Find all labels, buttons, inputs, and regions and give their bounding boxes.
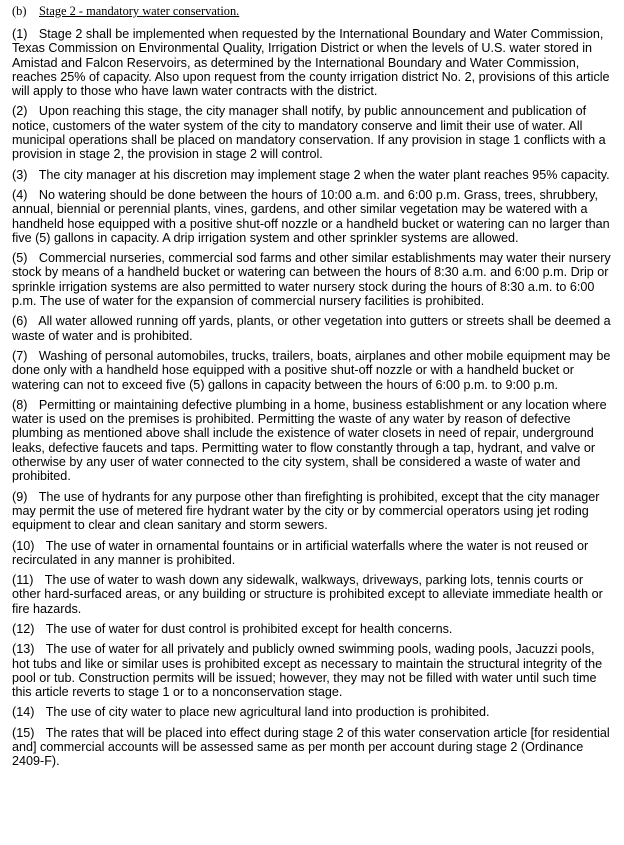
paragraph-2 xyxy=(12,104,612,161)
paragraph-number: (3) xyxy=(12,167,28,182)
paragraph-10 xyxy=(12,539,612,568)
paragraph-text: The use of hydrants for any purpose other than firefighting is prohibited, except that the city manager may permit the use of metered fire hydrant water by the city or by commercial operators using jet roding equipment to clear and clean sanitary and storm sewers. xyxy=(12,489,600,533)
paragraph-5 xyxy=(12,251,612,308)
paragraph-15 xyxy=(12,726,612,769)
paragraph-text: Stage 2 shall be implemented when requested by the International Boundary and Water Commission, Texas Commission on Environmental Quality, Irrigation District or when the levels of U.S. water stored in Amistad and Falcon Reservoirs, as determined by the International Boundary and Water Commission, reaches 25% of capacity. Also upon request from the county irrigation district No. 2, provisions of this article will apply to those who have lawn water contracts with the district. xyxy=(12,27,610,99)
paragraph-text: Commercial nurseries, commercial sod farms and other similar establishments may water their nursery stock by means of a handheld bucket or watering can between the hours of 8:30 a.m. and 6:00 p.m. Drip or sprinkle irrigation systems are also permitted to water nursery stock during the hours of 8:30 a.m. to 6:00 p.m. The use of water for the expansion of commercial nursery facilities is prohibited. xyxy=(12,251,611,309)
paragraph-4 xyxy=(12,188,612,245)
section-letter: (b) xyxy=(12,4,27,18)
paragraph-8 xyxy=(12,398,612,484)
paragraph-text: The use of water to wash down any sidewalk, walkways, driveways, parking lots, tennis courts or other hard-surfaced areas, or any building or structure is prohibited except to alleviate immediate health or fire hazards. xyxy=(12,573,603,616)
paragraph-text: All water allowed running off yards, plants, or other vegetation into gutters or streets shall be deemed a waste of water and is prohibited. xyxy=(12,314,611,343)
paragraph-text: No watering should be done between the hours of 10:00 a.m. and 6:00 p.m. Grass, trees, shrubbery, annual, biennial or perennial plants, vines, gardens, and other similar vegetation may be watered with a handheld hose equipped with a positive shut-off nozzle or a handheld bucket or watering can no larger than five (5) gallons in capacity. A drip irrigation system and other sprinkler systems are allowed. xyxy=(12,187,610,245)
paragraph-number: (10) xyxy=(12,538,35,553)
paragraph-text: The use of water for all privately and publicly owned swimming pools, wading pools, Jacuzzi pools, hot tubs and like or similar uses is prohibited except as necessary to maintain the structural integrity of the pool or tub. Construction permits will be issued; however, they may not be filled with water until such time this article reverts to stage 1 or to a nonconservation stage. xyxy=(12,642,603,700)
paragraph-text: Washing of personal automobiles, trucks, trailers, boats, airplanes and other mobile equipment may be done only with a handheld hose equipped with a positive shut-off nozzle or with a handheld bucket or watering can not to exceed five (5) gallons in capacity between the hours of 6:00 p.m. to 9:00 p.m. xyxy=(12,348,611,392)
paragraph-13 xyxy=(12,642,612,699)
paragraph-number: (13) xyxy=(12,642,35,657)
paragraph-7 xyxy=(12,349,612,392)
section-title: Stage 2 - mandatory water conservation. xyxy=(39,4,240,18)
paragraph-text: The use of city water to place new agricultural land into production is prohibited. xyxy=(45,705,490,720)
paragraph-number: (9) xyxy=(12,489,28,504)
paragraph-text: The rates that will be placed into effect during stage 2 of this water conservation article [for residential and] commercial accounts will be assessed same as per month per account during stage 2 (Ordinance 2409-F). xyxy=(12,725,610,769)
paragraph-14 xyxy=(12,705,612,719)
paragraph-number: (5) xyxy=(12,251,28,266)
paragraph-number: (1) xyxy=(12,27,28,41)
paragraph-number: (6) xyxy=(12,314,28,329)
paragraph-number: (8) xyxy=(12,397,28,412)
paragraph-number: (11) xyxy=(12,573,34,588)
paragraph-number: (2) xyxy=(12,104,28,119)
paragraph-6 xyxy=(12,314,612,343)
paragraph-3 xyxy=(12,168,612,182)
paragraph-9 xyxy=(12,490,612,533)
paragraph-number: (7) xyxy=(12,348,28,363)
paragraph-1 xyxy=(12,27,612,98)
paragraph-text: Permitting or maintaining defective plumbing in a home, business establishment or any location where water is used on the premises is prohibited. Permitting the waste of any water by reason of defective plumbing as mentioned above shall include the existence of water closets in need of repair, underground leaks, defective faucets and taps. Permitting water to flow constantly through a tap, hydrant, and valve or otherwise by any user of water connected to the city system, shall be considered a waste of water and prohibited. xyxy=(12,397,607,484)
document-body xyxy=(12,4,612,775)
paragraph-number: (14) xyxy=(12,705,35,720)
paragraph-text: The use of water for dust control is prohibited except for health concerns. xyxy=(45,621,453,636)
section-heading xyxy=(12,4,612,19)
paragraph-text: The use of water in ornamental fountains or in artificial waterfalls where the water is not reused or recirculated in any manner is prohibited. xyxy=(12,538,589,567)
paragraph-number: (15) xyxy=(12,725,35,740)
paragraph-number: (4) xyxy=(12,187,28,202)
paragraph-number: (12) xyxy=(12,621,35,636)
paragraph-text: The city manager at his discretion may implement stage 2 when the water plant reaches 95% capacity. xyxy=(38,167,610,182)
paragraph-text: Upon reaching this stage, the city manager shall notify, by public announcement and publication of notice, customers of the water system of the city to mandatory conserve and limit their use of water. All municipal operations shall be placed on mandatory conservation. If any provision in stage 1 conflicts with a provision in stage 2, the provision in stage 2 will control. xyxy=(12,104,606,162)
paragraph-12 xyxy=(12,622,612,636)
paragraph-11 xyxy=(12,573,612,616)
